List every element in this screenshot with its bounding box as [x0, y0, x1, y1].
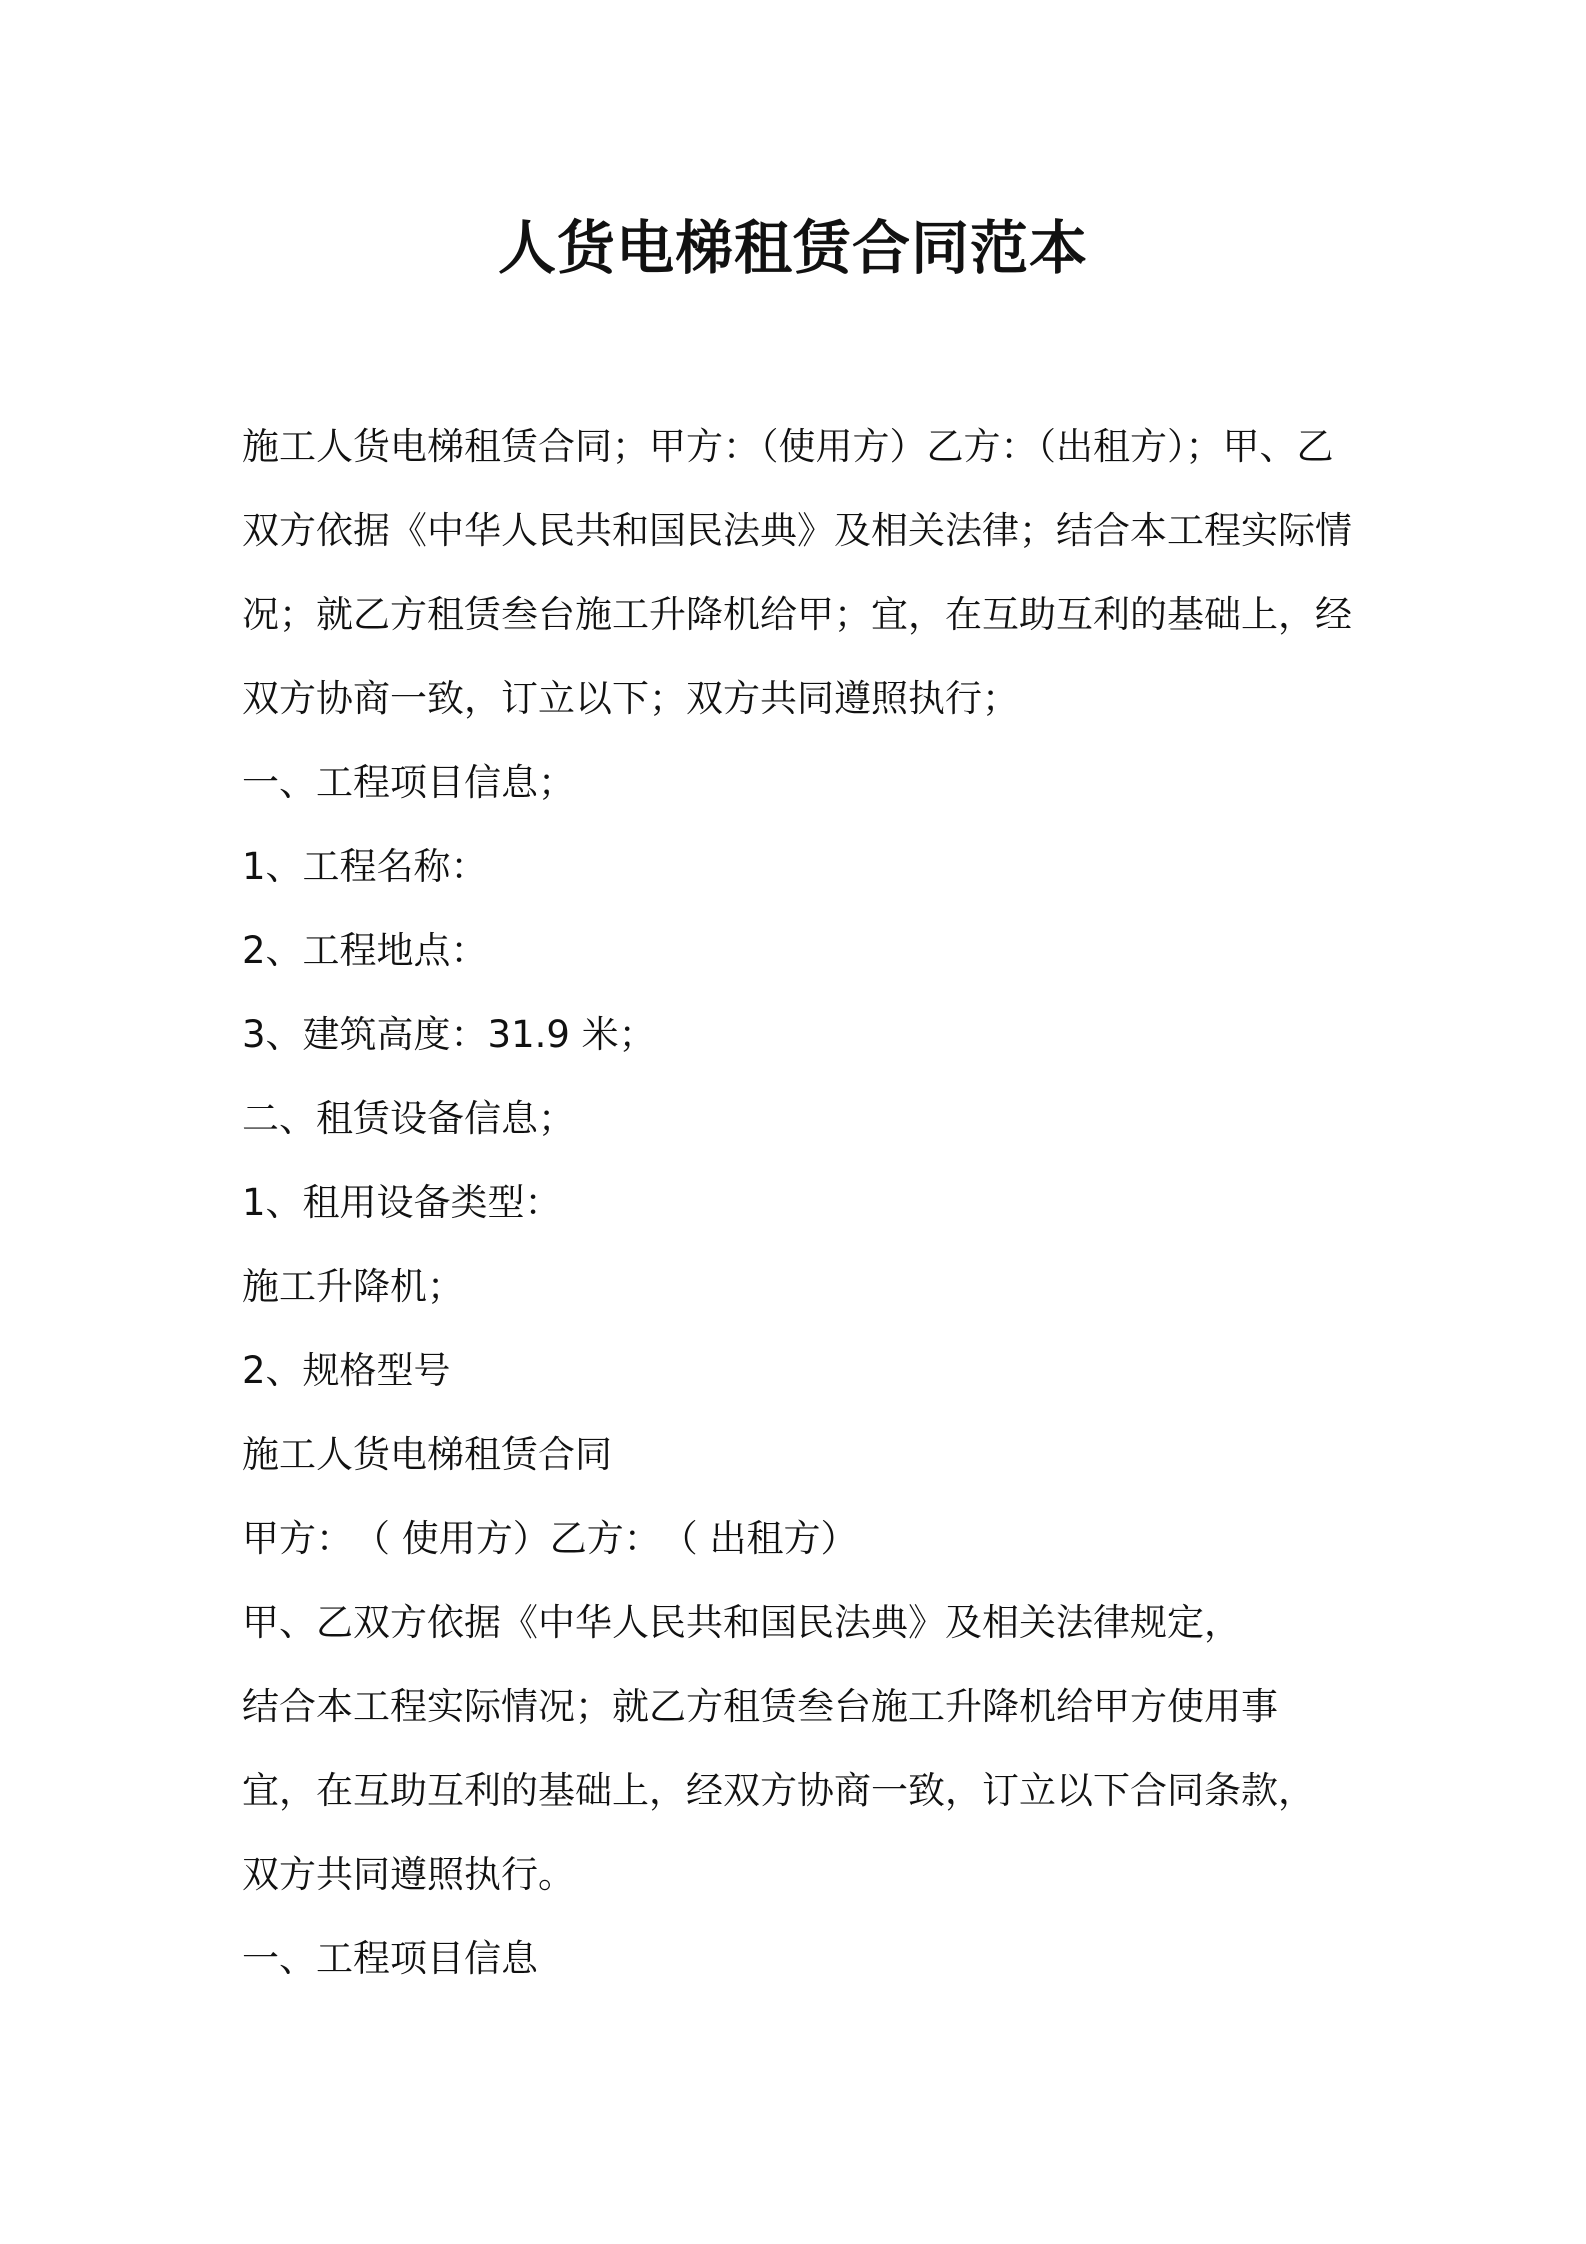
- body-line: 甲、乙双方依据《中华人民共和国民法典》及相关法律规定，: [242, 1601, 1241, 1644]
- contract-subtitle: 施工人货电梯租赁合同: [242, 1433, 612, 1476]
- body-line: 双方共同遵照执行。: [242, 1853, 575, 1896]
- equipment-type-value: 施工升降机；: [242, 1265, 464, 1308]
- project-location-field: 2、工程地点：: [242, 929, 488, 972]
- model-spec-label: 2、规格型号: [242, 1349, 451, 1392]
- section-heading: 一、工程项目信息；: [242, 761, 575, 804]
- body-line: 结合本工程实际情况；就乙方租赁叁台施工升降机给甲方使用事: [242, 1685, 1278, 1728]
- body-line: 施工人货电梯租赁合同；甲方：（使用方）乙方：（出租方）；甲、乙: [242, 425, 1334, 468]
- document-title: 人货电梯租赁合同范本: [497, 214, 1088, 282]
- body-line: 况；就乙方租赁叁台施工升降机给甲；宜，在互助互利的基础上，经: [242, 593, 1352, 636]
- body-line: 宜，在互助互利的基础上，经双方协商一致，订立以下合同条款，: [242, 1769, 1315, 1812]
- building-height-field: 3、建筑高度：31.9 米；: [242, 1013, 656, 1056]
- equipment-type-label: 1、租用设备类型：: [242, 1181, 562, 1224]
- parties-line: 甲方： （ 使用方）乙方： （ 出租方）: [242, 1517, 858, 1560]
- section-heading: 一、工程项目信息: [242, 1937, 538, 1980]
- body-line: 双方协商一致，订立以下；双方共同遵照执行；: [242, 677, 1019, 720]
- project-name-field: 1、工程名称：: [242, 845, 488, 888]
- section-heading: 二、租赁设备信息；: [242, 1097, 575, 1140]
- body-line: 双方依据《中华人民共和国民法典》及相关法律；结合本工程实际情: [242, 509, 1352, 552]
- document-body: [242, 405, 1362, 2001]
